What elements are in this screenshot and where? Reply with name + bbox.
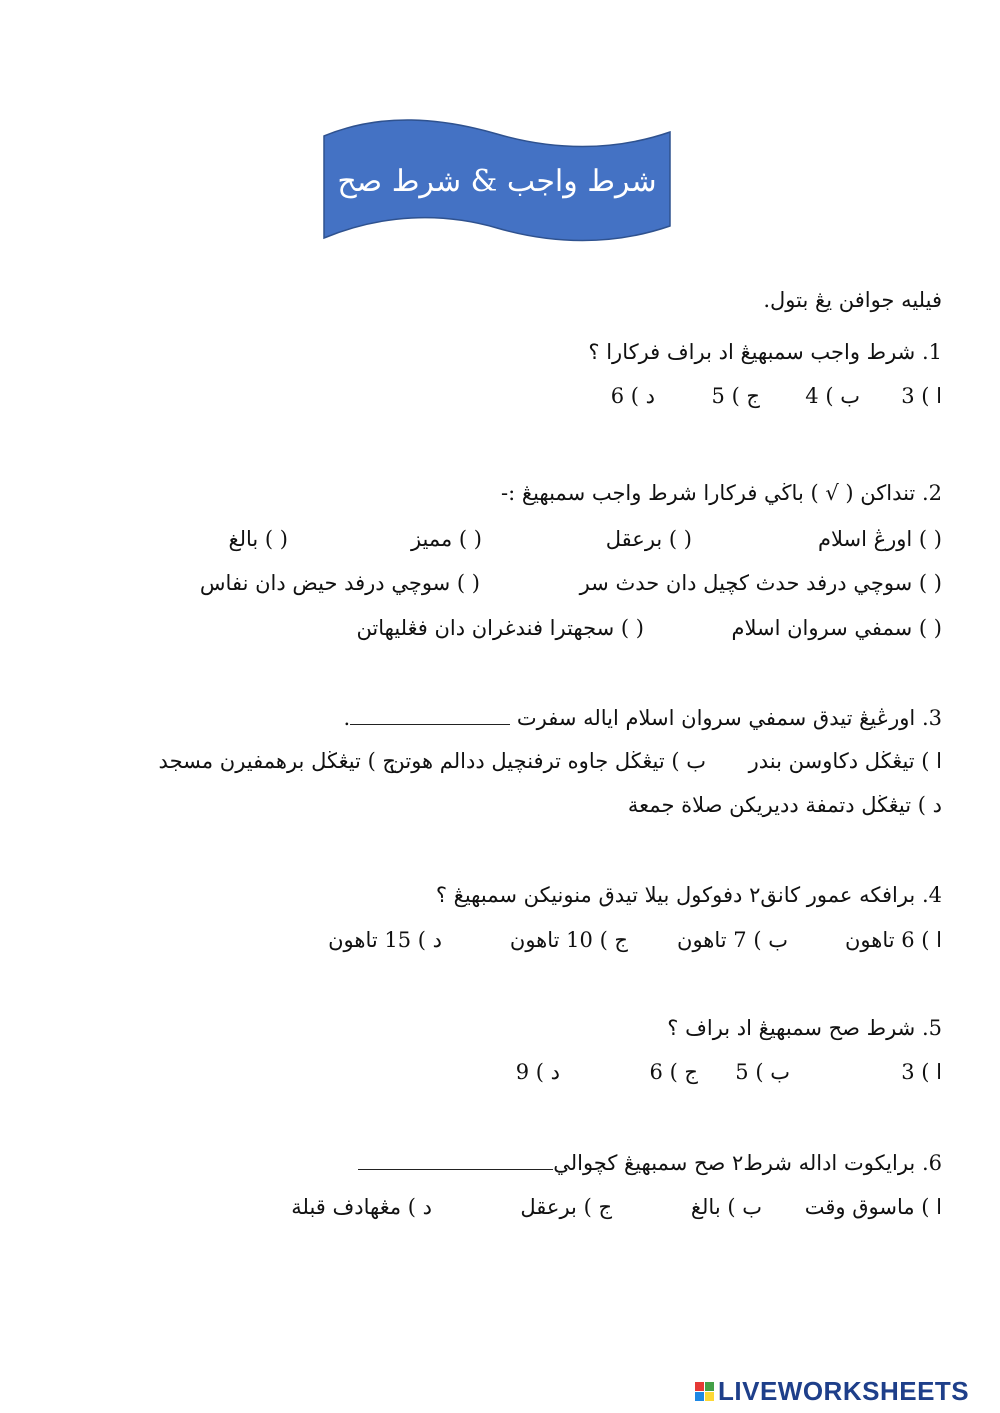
question-4: 4. برافكه عمور كانق٢ دفوكول بيلا تيدق منونيكن سمبهيڠ ؟ <box>435 883 942 907</box>
question-3-text: 3. اورڠيڠ تيدق سمفي سروان اسلام اياله سفرت <box>516 706 942 730</box>
q2-checkbox-pendengaran[interactable]: ( ) سجهترا فندغران دان فڠليهاتن <box>356 616 644 640</box>
question-6-text: 6. برايكوت اداله شرط٢ صح سمبهيڠ كچوالي <box>553 1151 942 1175</box>
q2-checkbox-islam[interactable]: ( ) اورڠ اسلام <box>817 527 942 551</box>
q5-option-b[interactable]: ب ) 5 <box>735 1060 790 1084</box>
q1-option-b[interactable]: ب ) 4 <box>805 384 860 408</box>
q3-option-d[interactable]: د ) تيڠڬل دتمفة دديريكن صلاة جمعة <box>627 793 942 817</box>
q3-end-mark: . <box>343 706 351 730</box>
q2-checkbox-mumaiyiz[interactable]: ( ) مميز <box>410 527 482 551</box>
q1-option-a[interactable]: ا ) 3 <box>901 384 942 408</box>
question-6 <box>358 1148 942 1178</box>
question-5: 5. شرط صح سمبهيڠ اد براف ؟ <box>667 1016 942 1040</box>
q4-option-b[interactable]: ب ) 7 تاهون <box>677 928 788 952</box>
liveworksheets-logo-text: LIVEWORKSHEETS <box>718 1375 970 1406</box>
q6-option-d[interactable]: د ) مڠهادف قبلة <box>291 1195 432 1219</box>
q6-option-b[interactable]: ب ) بالغ <box>690 1195 762 1219</box>
q2-checkbox-hadas[interactable]: ( ) سوچي درفد حدث كچيل دان حدث سر <box>579 571 942 595</box>
q5-option-d[interactable]: د ) 9 <box>515 1060 560 1084</box>
q3-option-a[interactable]: ا ) تيڠڬل دكاوسن بندر <box>748 749 942 773</box>
liveworksheets-logo-icon <box>695 1382 714 1401</box>
q5-option-c[interactable]: ج ) 6 <box>649 1060 698 1084</box>
q3-option-b[interactable]: ب ) تيڠڬل جاوه ترفنچيل ددالم هوتن <box>389 749 706 773</box>
q4-option-a[interactable]: ا ) 6 تاهون <box>844 928 942 952</box>
q2-checkbox-haid-nifas[interactable]: ( ) سوچي درفد حيض دان نفاس <box>199 571 480 595</box>
question-3 <box>343 703 942 733</box>
q6-answer-blank[interactable] <box>358 1151 553 1170</box>
q3-option-c[interactable]: ج ) تيڠڬل برهمفيرن مسجد <box>158 749 396 773</box>
liveworksheets-logo[interactable] <box>695 1376 969 1406</box>
q6-option-c[interactable]: ج ) برعقل <box>520 1195 612 1219</box>
q6-option-a[interactable]: ا ) ماسوق وقت <box>804 1195 942 1219</box>
q4-option-c[interactable]: ج ) 10 تاهون <box>509 928 628 952</box>
q5-option-a[interactable]: ا ) 3 <box>901 1060 942 1084</box>
q2-checkbox-baligh[interactable]: ( ) بالغ <box>228 527 288 551</box>
q1-option-d[interactable]: د ) 6 <box>610 384 655 408</box>
instruction-text: فيليه جوافن يڠ بتول. <box>763 288 942 312</box>
q2-checkbox-berakal[interactable]: ( ) برعقل <box>605 527 692 551</box>
banner-title: شرط واجب & شرط صح <box>337 163 657 199</box>
q1-option-c[interactable]: ج ) 5 <box>711 384 760 408</box>
title-banner <box>322 118 672 244</box>
q4-option-d[interactable]: د ) 15 تاهون <box>328 928 442 952</box>
q3-answer-blank[interactable] <box>350 706 510 725</box>
question-1: 1. شرط واجب سمبهيڠ اد براف فركارا ؟ <box>588 340 942 364</box>
q2-checkbox-seruan-islam[interactable]: ( ) سمفي سروان اسلام <box>731 616 942 640</box>
question-2: 2. تنداكن ( √ ) باڬي فركارا شرط واجب سمبهيڠ :- <box>501 481 942 505</box>
